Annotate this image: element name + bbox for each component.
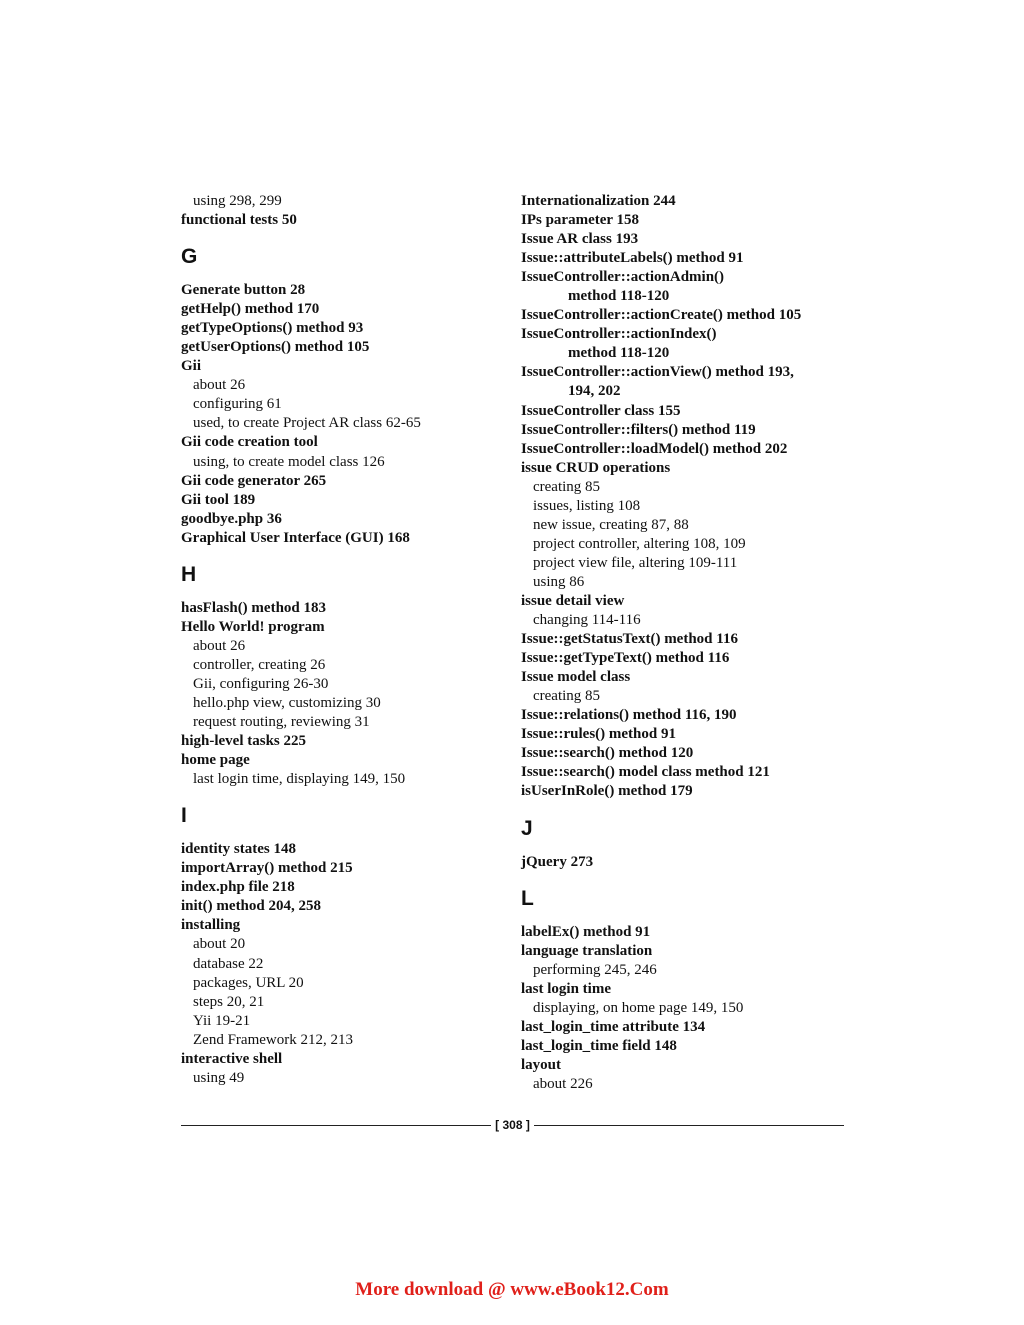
index-entry: Internationalization 244 [521, 193, 676, 209]
index-subentry: using 49 [193, 1069, 245, 1086]
index-entry: identity states 148 [181, 841, 296, 858]
index-entry: Issue::search() method 120 [521, 745, 694, 762]
index-entry: last login time [521, 980, 611, 997]
index-entry: layout [521, 1056, 562, 1073]
index-section-letter: H [181, 562, 197, 586]
index-subentry: request routing, reviewing 31 [193, 714, 370, 731]
index-entry: IssueController::filters() method 119 [521, 421, 756, 438]
index-subentry: changing 114-116 [533, 612, 641, 629]
index-entry: language translation [521, 942, 653, 959]
index-entry: getTypeOptions() method 93 [181, 320, 364, 337]
index-subentry: using, to create model class 126 [193, 453, 385, 470]
index-entry: IssueController::actionCreate() method 105 [521, 307, 802, 324]
index-entry: Gii [181, 358, 202, 375]
index-subentry: steps 20, 21 [193, 993, 265, 1010]
index-entry: method 118-120 [568, 288, 670, 305]
index-entry: Gii code creation tool [181, 434, 318, 451]
index-entry: method 118-120 [568, 345, 670, 362]
index-entry: Issue::search() model class method 121 [521, 764, 770, 781]
index-subentry: packages, URL 20 [193, 974, 304, 991]
index-subentry: Gii, configuring 26-30 [193, 675, 329, 692]
index-section-letter: J [521, 816, 533, 840]
index-subentry: Yii 19-21 [193, 1012, 251, 1029]
index-subentry: configuring 61 [193, 396, 282, 413]
index-entry: index.php file 218 [181, 879, 295, 896]
index-entry: IssueController class 155 [521, 402, 681, 419]
index-entry: Gii tool 189 [181, 491, 256, 508]
index-subentry: new issue, creating 87, 88 [533, 516, 689, 533]
index-entry: 194, 202 [568, 383, 621, 400]
index-section-letter: L [521, 886, 534, 910]
index-subentry: hello.php view, customizing 30 [193, 694, 381, 711]
index-entry: Issue model class [521, 669, 631, 686]
index-entry: jQuery 273 [521, 853, 594, 870]
index-entry: Gii code generator 265 [181, 472, 327, 489]
index-entry: IssueController::actionView() method 193, [521, 364, 794, 381]
page-footer [181, 1115, 844, 1135]
index-subentry: project controller, altering 108, 109 [533, 535, 746, 552]
index-subentry: issues, listing 108 [533, 497, 641, 514]
index-subentry: last login time, displaying 149, 150 [193, 771, 406, 788]
index-entry: last_login_time attribute 134 [521, 1018, 706, 1035]
index-subentry: database 22 [193, 955, 264, 972]
footer-rule-right [534, 1125, 844, 1126]
index-entry: home page [181, 752, 250, 769]
index-entry: Issue::relations() method 116, 190 [521, 707, 737, 724]
index-entry: Graphical User Interface (GUI) 168 [181, 529, 410, 546]
index-subentry: about 26 [193, 377, 246, 394]
index-subentry: displaying, on home page 149, 150 [533, 999, 744, 1016]
index-entry: last_login_time field 148 [521, 1037, 677, 1054]
index-entry: importArray() method 215 [181, 860, 353, 877]
index-entry: Issue::attributeLabels() method 91 [521, 250, 744, 267]
index-entry: Generate button 28 [181, 282, 306, 299]
index-entry: Issue::rules() method 91 [521, 726, 676, 743]
index-column-right [521, 192, 851, 1094]
index-column-left [181, 192, 501, 1088]
index-entry: high-level tasks 225 [181, 733, 307, 750]
index-subentry: creating 85 [533, 688, 601, 705]
index-entry: Issue::getTypeText() method 116 [521, 650, 730, 667]
index-entry: init() method 204, 258 [181, 898, 321, 915]
index-subentry: using 86 [533, 573, 585, 590]
index-subentry: Zend Framework 212, 213 [193, 1031, 353, 1048]
index-entry: Issue::getStatusText() method 116 [521, 631, 738, 648]
index-entry: goodbye.php 36 [181, 510, 282, 527]
footer-rule-left [181, 1125, 491, 1126]
index-subentry: used, to create Project AR class 62-65 [193, 415, 421, 432]
index-entry: IssueController::actionAdmin() [521, 269, 725, 286]
index-entry: installing [181, 917, 241, 934]
index-entry: interactive shell [181, 1050, 283, 1067]
index-entry: isUserInRole() method 179 [521, 783, 693, 800]
index-section-letter: I [181, 804, 187, 828]
index-subentry: project view file, altering 109-111 [533, 554, 738, 571]
index-subentry: about 226 [533, 1075, 593, 1092]
index-entry: getUserOptions() method 105 [181, 339, 370, 356]
index-subentry: about 26 [193, 637, 246, 654]
index-subentry: controller, creating 26 [193, 656, 326, 673]
index-subentry: performing 245, 246 [533, 961, 657, 978]
index-entry: IssueController::actionIndex() [521, 326, 717, 343]
index-entry: Issue AR class 193 [521, 231, 639, 248]
index-entry: issue CRUD operations [521, 459, 671, 476]
index-entry: issue detail view [521, 592, 625, 609]
index-entry: functional tests 50 [181, 212, 297, 229]
index-entry: labelEx() method 91 [521, 923, 651, 940]
index-entry: IPs parameter 158 [521, 212, 640, 229]
download-banner[interactable]: More download @ www.eBook12.Com [355, 1279, 669, 1300]
page-number: [ 308 ] [495, 1118, 530, 1132]
index-subentry: creating 85 [533, 478, 601, 495]
index-section-letter: G [181, 245, 198, 269]
index-entry: Hello World! program [181, 618, 325, 635]
index-subentry: using 298, 299 [193, 193, 282, 209]
index-entry: hasFlash() method 183 [181, 599, 327, 616]
index-subentry: about 20 [193, 936, 246, 953]
index-entry: getHelp() method 170 [181, 301, 320, 318]
index-entry: IssueController::loadModel() method 202 [521, 440, 788, 457]
